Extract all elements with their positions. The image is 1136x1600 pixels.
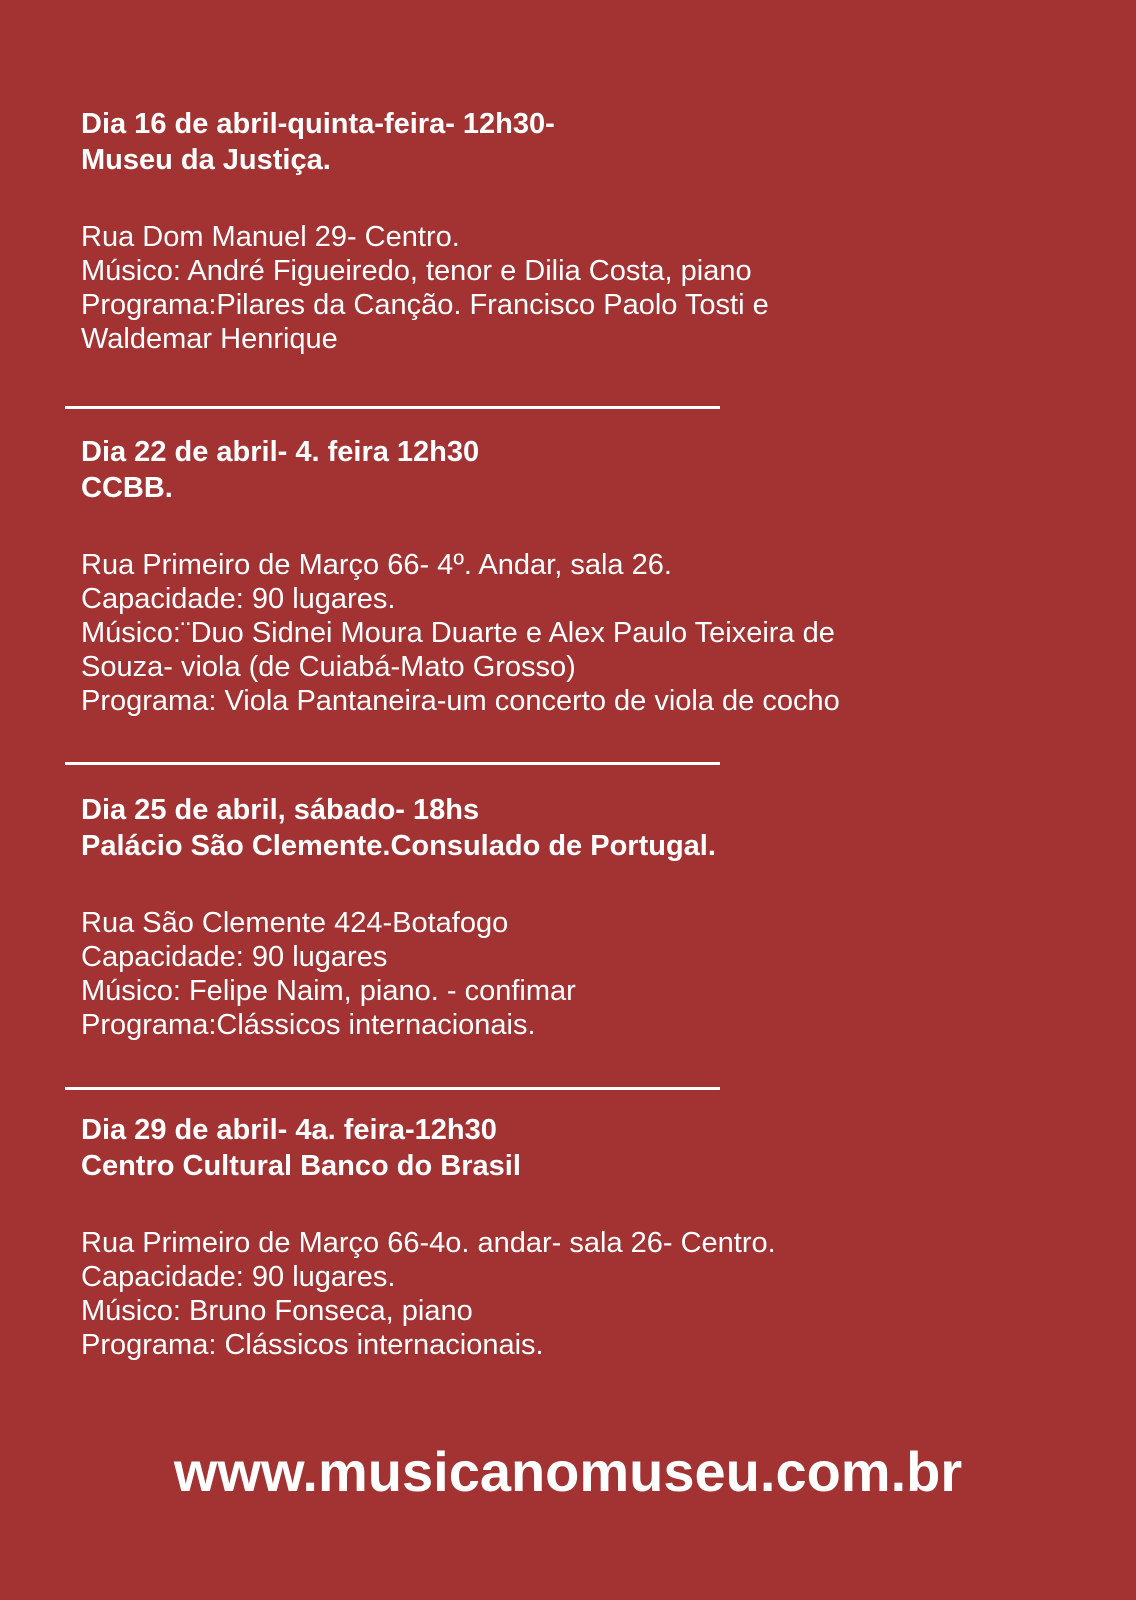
event-date: Dia 25 de abril, sábado- 18hs bbox=[81, 794, 480, 826]
event-3 bbox=[81, 792, 1121, 1042]
event-musician: Músico: André Figueiredo, tenor e Dilia Costa, piano bbox=[81, 255, 752, 287]
divider bbox=[65, 1087, 720, 1090]
event-date: Dia 16 de abril-quinta-feira- 12h30- bbox=[81, 108, 555, 140]
divider bbox=[65, 406, 720, 409]
event-2 bbox=[81, 434, 1121, 718]
event-capacity: Capacidade: 90 lugares. bbox=[81, 583, 396, 615]
event-capacity: Capacidade: 90 lugares. bbox=[81, 1261, 396, 1293]
event-address: Rua Primeiro de Março 66- 4º. Andar, sala 26. bbox=[81, 549, 672, 581]
event-program: Programa: Clássicos internacionais. bbox=[81, 1329, 544, 1361]
event-details bbox=[81, 906, 1121, 1042]
event-program: Programa:Clássicos internacionais. bbox=[81, 1009, 536, 1041]
event-address: Rua Primeiro de Março 66-4o. andar- sala 26- Centro. bbox=[81, 1227, 776, 1259]
event-venue: CCBB. bbox=[81, 472, 173, 504]
event-date: Dia 29 de abril- 4a. feira-12h30 bbox=[81, 1114, 497, 1146]
event-venue: Museu da Justiça. bbox=[81, 144, 331, 176]
divider bbox=[65, 762, 720, 765]
event-capacity: Capacidade: 90 lugares bbox=[81, 941, 388, 973]
event-details bbox=[81, 220, 1121, 356]
event-program-continued: Waldemar Henrique bbox=[81, 323, 338, 355]
event-musician: Músico:¨Duo Sidnei Moura Duarte e Alex Paulo Teixeira de bbox=[81, 617, 835, 649]
event-address: Rua São Clemente 424-Botafogo bbox=[81, 907, 509, 939]
event-1 bbox=[81, 106, 1121, 356]
event-venue: Palácio São Clemente.Consulado de Portugal. bbox=[81, 830, 716, 862]
event-4 bbox=[81, 1112, 1121, 1362]
event-details bbox=[81, 1226, 1121, 1362]
event-program: Programa:Pilares da Canção. Francisco Paolo Tosti e bbox=[81, 289, 769, 321]
event-date: Dia 22 de abril- 4. feira 12h30 bbox=[81, 436, 480, 468]
event-musician: Músico: Bruno Fonseca, piano bbox=[81, 1295, 473, 1327]
website-url: www.musicanomuseu.com.br bbox=[173, 1440, 963, 1503]
event-musician: Músico: Felipe Naim, piano. - confimar bbox=[81, 975, 576, 1007]
event-musician-continued: Souza- viola (de Cuiabá-Mato Grosso) bbox=[81, 651, 576, 683]
event-details bbox=[81, 548, 1121, 718]
event-address: Rua Dom Manuel 29- Centro. bbox=[81, 221, 460, 253]
event-venue: Centro Cultural Banco do Brasil bbox=[81, 1150, 521, 1182]
event-program: Programa: Viola Pantaneira-um concerto de viola de cocho bbox=[81, 685, 840, 717]
